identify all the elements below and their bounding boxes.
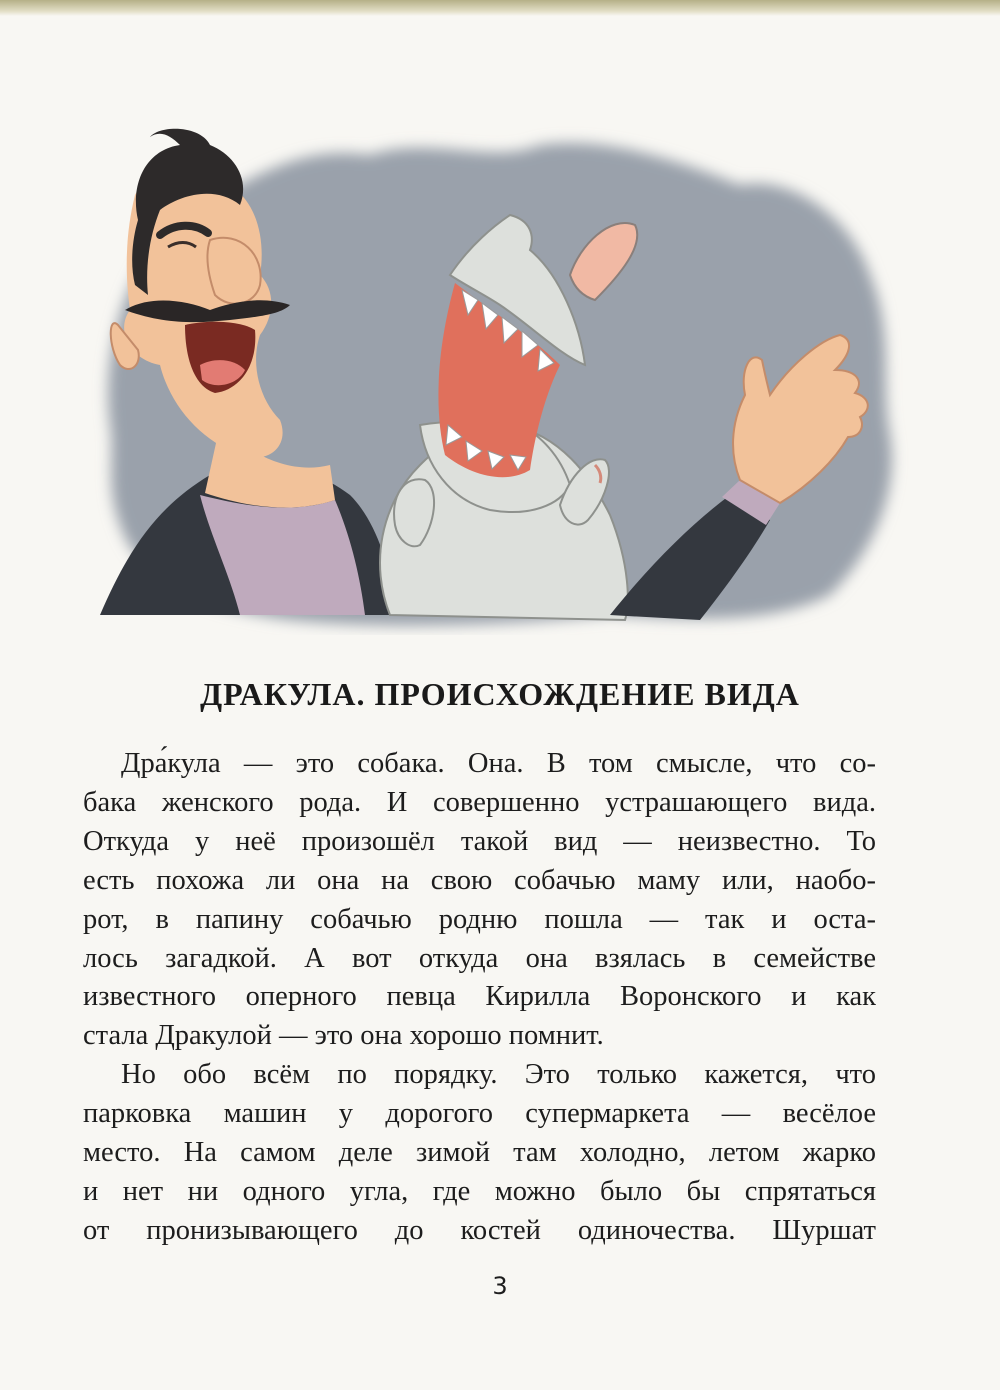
text-line: известного оперного певца Кирилла Воронского и как	[83, 981, 876, 1013]
text-line: стала Дракулой — это она хорошо помнит.	[83, 1020, 604, 1052]
text-line: рот, в папину собачью родню пошла — так и оста-	[83, 903, 876, 935]
text-line: бака женского рода. И совершенно устрашающего вида.	[83, 786, 876, 818]
text-line: и нет ни одного угла, где можно было бы спрятаться	[83, 1175, 876, 1207]
chapter-title: ДРАКУЛА. ПРОИСХОЖДЕНИЕ ВИДА	[200, 676, 800, 712]
text-line: от пронизывающего до костей одиночества. Шуршат	[83, 1214, 876, 1246]
text-line: лось загадкой. А вот откуда она взялась в семействе	[83, 942, 876, 974]
page-top-edge	[0, 0, 1000, 16]
text-line: Дра́кула — это собака. Она. В том смысле, что со-	[121, 748, 876, 779]
page-number: 3	[492, 1272, 508, 1300]
text-line: парковка машин у дорогого супермаркета — весёлое	[83, 1098, 876, 1130]
text-line: Но обо всём по порядку. Это только кажется, что	[121, 1059, 876, 1091]
text-line: есть похожа ли она на свою собачью маму или, наобо-	[83, 864, 876, 896]
text-line: Откуда у неё произошёл такой вид — неизвестно. То	[83, 825, 876, 857]
chapter-body	[83, 745, 876, 1251]
illustration-canvas	[90, 125, 910, 635]
text-line: место. На самом деле зимой там холодно, летом жарко	[83, 1137, 876, 1169]
illustration-singer-and-dog	[90, 125, 910, 635]
